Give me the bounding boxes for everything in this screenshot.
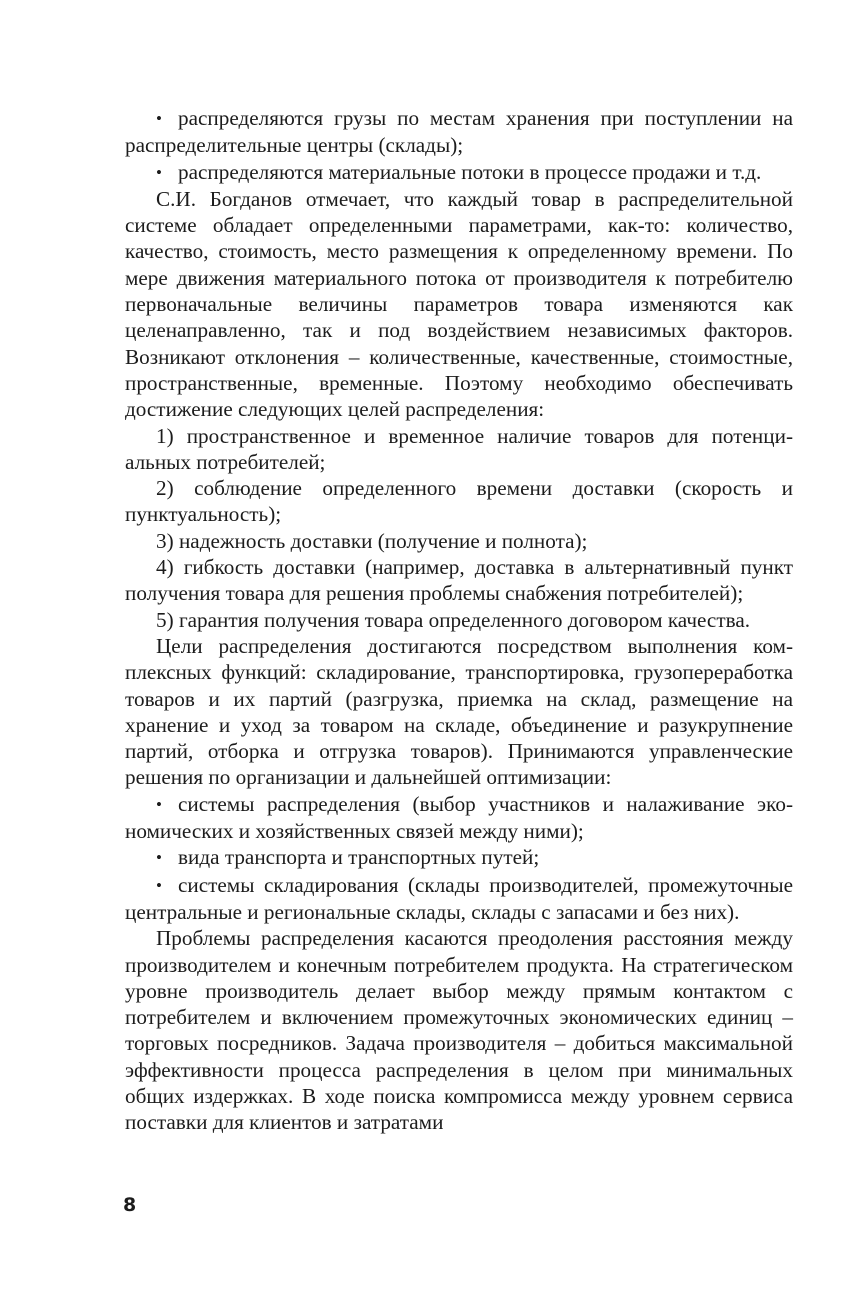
page-number: 8 — [123, 1194, 137, 1216]
numbered-item: 1) пространственное и временное наличие товаров для потенциальных потребителей; — [125, 423, 793, 474]
bullet-item: • распределяются грузы по местам хранения при поступлении на распределительные центры (склады); — [125, 105, 793, 159]
numbered-item: 2) соблюдение определенного времени доставки (скорость и пунктуальность); — [125, 476, 793, 527]
bullet-item: • распределяются материальные потоки в процессе продажи и т.д. — [125, 159, 793, 186]
bullet-item: • системы распределения (выбор участников и налаживание экономических и хозяйственных связей между ними); — [125, 791, 793, 845]
numbered-item: 3) надежность доставки (получение и полнота); — [156, 528, 588, 553]
bullet-item: • вида транспорта и транспортных путей; — [125, 844, 793, 871]
paragraph: Проблемы распределения касаются преодоления расстояния между производителем и конечным потребителем продукта. На стратегическом уровне производитель делает выбор между прямым контактом с потребителем и включением промежуточных экономических единиц – торговых посредников. Задача производителя – добиться максимальной эффективности процесса распределения в целом при минимальных общих издержках. В ходе поиска компромисса между уровнем сервиса поставки для клиентов и затратами — [125, 926, 793, 1135]
body-text — [125, 105, 793, 1136]
numbered-item: 5) гарантия получения товара определенного договором качества. — [156, 607, 751, 632]
numbered-item: 4) гибкость доставки (например, доставка в альтернативный пункт получения товара для решения проблемы снабжения потребителей); — [125, 555, 793, 606]
paragraph: Цели распределения достигаются посредством выполнения комплексных функций: складирование, транспортировка, грузопереработка товаров и их партий (разгрузка, приемка на склад, размещение на хранение и уход за товаром на складе, объединение и разукрупнение партий, отборка и отгрузка товаров). Принимаются управленческие решения по организации и дальнейшей оптимизации: — [125, 633, 793, 790]
bullet-item: • системы складирования (склады производителей, промежуточные центральные и региональные склады, склады с запасами и без них). — [125, 872, 793, 926]
paragraph: С.И. Богданов отмечает, что каждый товар в распределительной системе обладает определенными параметрами, как-то: количество, качество, стоимость, место размещения к определенному времени. По мере движения материального потока от производителя к потребителю первоначальные величины параметров товара изменяются как целенаправленно, так и под воздействием независимых факторов. Возникают отклонения – количественные, качественные, стоимостные, пространственные, временные. Поэтому необходимо обеспечивать достижение следующих целей распределения: — [125, 186, 793, 422]
